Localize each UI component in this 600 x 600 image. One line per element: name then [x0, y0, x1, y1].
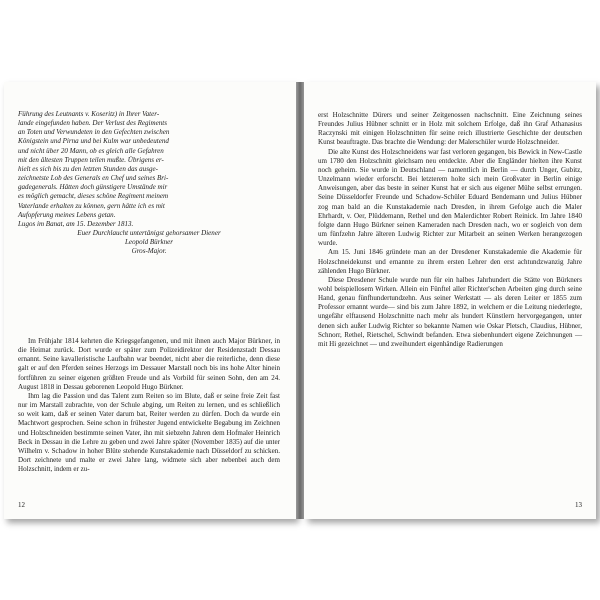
signature-name: Leopold Bürkner	[125, 238, 173, 247]
letter-line: Aufopferung meines Lebens getan.	[18, 210, 116, 219]
paragraph: Die alte Kunst des Holzschneidens war fast verloren gegangen, bis Bewick in New-Castle um 1780 den Holzschnitt gleichsam neu entdeckte. Aber die Engländer hielten ihre Kunst noch geheim. Sie wurde in Deutschland — namentlich in Berlin — durch Unger, Gubitz, Unzelmann wieder erforscht. Bei letzterem holte sich mein Großvater in Berlin einige Anweisungen, aber das beste in seiner Kunst hat er sich aus eigener Mühe selbst errungen. Seine Düsseldorfer Freunde und Schadow-Schüler Eduard Bendemann und Julius Hübner zog man bald an die Kunstakademie nach Dresden, in ihrem Gefolge auch die Maler Ehrhardt, v. Oer, Plüddemann, Rethel und den Malerdichter Robert Reinick. Im Jahre 1840 folgte dann Hugo Bürkner seinen Kameraden nach Dresden nach, wo er sogleich von dem um fünfzehn Jahre älteren Ludwig Richter zur Mitarbeit an seinen Werken herangezogen wurde.	[318, 147, 582, 248]
book-gutter	[296, 82, 304, 519]
left-page	[4, 82, 296, 519]
letter-line: mit den ältesten Truppen teilen mußte. Übrigens er-	[18, 155, 164, 164]
paragraph: erst Holzschnitte Dürers und seiner Zeitgenossen nachschnitt. Eine Zeichnung seines Freundes Julius Hübner schnitt er in Holz mit solchem Erfolge, daß ihn Graf Athanasius Raczynski mit einigen Holzschnitten für seine reich illustrierte Geschichte der deutschen Kunst beauftragte. Das brachte die Wendung: der Malerschüler wurde Holzschneider.	[318, 111, 582, 147]
right-page	[304, 82, 596, 519]
letter-line: Führung des Leutnants v. Koseritz) in Ihrer Vater-	[18, 110, 160, 118]
letter-line: Vaterlande erhalten zu können, gern hätte ich es mit	[18, 201, 165, 210]
paragraph: Diese Dresdener Schule wurde nun für ein halbes Jahrhundert die Stätte von Bürkners wohl beispiellosem Wirken. Allein ein Fünftel aller Richter'schen Arbeiten ging durch seine Hand, genau fünfhundertundzehn. Aus seiner Werkstatt — als deren Leiter er 1855 zum Professor ernannt wurde— sind bis zum Jahre 1892, in welchem er die Leitung niederlegte, ungefähr elftausend Holzschnitte nach mehr als hundert Künstlern hervorgegangen, unter denen sich außer Ludwig Richter so bekannte Namen wie Oskar Pletsch, Claudius, Hübner, Schnorr, Rethel, Rietschel, Schwindt befanden. Etwa siebenhundert eigene Zeichnungen — mit Hi gezeichnet — und zweihundert eigenhändige Radierungen	[318, 275, 582, 348]
paragraph: Am 15. Juni 1846 gründete man an der Dresdener Kunstakademie die Akademie für Holzschneidekunst und ernannte zu ihrem ersten Lehrer den erst achtundzwanzig Jahre zählenden Hugo Bürkner.	[318, 248, 582, 275]
letter-dateline: Lugos im Banat, am 15. Dezember 1813.	[18, 219, 134, 228]
letter-line: lande eingefunden haben. Der Verlust des Regiments	[18, 119, 167, 128]
signature-rank: Gros-Major.	[131, 247, 167, 256]
letter-excerpt	[18, 110, 280, 257]
letter-line: es möglich gemacht, dieses schöne Regiment meinem	[18, 192, 169, 201]
letter-line: Königstein und Pirna und bei Kulm war unbedeutend	[18, 137, 169, 146]
page-number: 12	[18, 501, 25, 509]
right-body-text	[318, 111, 582, 349]
letter-line: und nicht über 20 Mann, ob es gleich alle Gefahren	[18, 146, 164, 155]
page-number: 13	[575, 501, 582, 509]
paragraph: Ihm lag die Passion und das Talent zum Reiten so im Blute, daß er seine freie Zeit fast nur im Marstall zubrachte, von der Schule abging, um Reiten zu lernen, und es schließlich so weit kam, daß er seinen Vater darum bat, Reiter werden zu dürfen. Doch da wurde ein Machtwort gesprochen. Seine schon in frühester Jugend entwickelte Begabung im Zeichnen und Holzschneiden bestimmte seinen Vater, ihn mit siebzehn Jahren dem Hofmaler Heinrich Beck in Dessau in die Lehre zu geben und zwei Jahre später (November 1835) auf die unter Wilhelm v. Schadow in hoher Blüte stehende Kunstakademie nach Düsseldorf zu schicken. Dort zeichnete und malte er zwei Jahre lang, widmete sich aber nebenbei auch dem Holzschnitt, indem er zu-	[18, 391, 280, 474]
letter-line: zeichnetste Lob des Generals en Chef und seines Bri-	[18, 174, 169, 183]
paragraph: Im Frühjahr 1814 kehrten die Kriegsgefangenen, und mit ihnen auch Major Bürkner, in die Heimat zurück. Dort wurde er später zum Polizeidirektor der Residenzstadt Dessau ernannt. Seine kavalleristische Laufbahn war beendet, nicht aber die reiterliche, denn diese galt er auf den Pferden seines Herzogs im Dessauer Marstall noch bis ins hohe Alter hinein fortführen zu seiner eigenen größten Freude und als Vorbild für seinen Sohn, den am 24. August 1818 in Dessau geborenen Leopold Hugo Bürkner.	[18, 337, 280, 391]
left-body-text	[18, 337, 280, 474]
letter-line: gadegenerals. Hätten doch günstigere Umstände mir	[18, 183, 168, 192]
signature-line: Euer Durchlaucht untertänigst gehorsamer Diener	[77, 229, 221, 238]
letter-line: an Toten und Verwundeten in den Gefechten zwischen	[18, 128, 170, 137]
letter-line: hielt es sich bis zu den letzten Stunden das ausge-	[18, 164, 158, 173]
